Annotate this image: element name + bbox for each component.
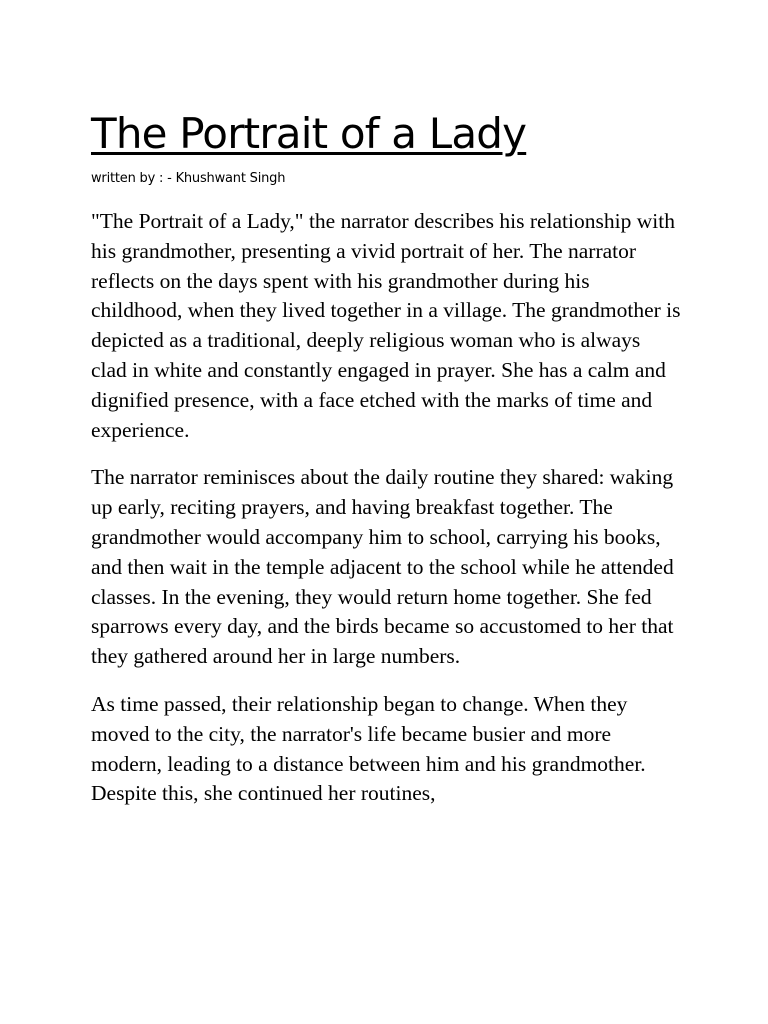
document-title: The Portrait of a Lady: [91, 109, 527, 158]
paragraph-2: The narrator reminisces about the daily routine they shared: waking up early, reciting prayers, and having breakfast together. The grandmother would accompany him to school, carrying his books, and then wait in the temple adjacent to the school while he attended classes. In the evening, they would return home together. She fed sparrows every day, and the birds became so accustomed to her that they gathered around her in large numbers.: [91, 465, 674, 669]
paragraph-3: As time passed, their relationship began to change. When they moved to the city, the narrator's life became busier and more modern, leading to a distance between him and his grandmother. Despite this, she continued her routines,: [91, 691, 646, 806]
author-byline: written by : - Khushwant Singh: [91, 171, 286, 186]
document-body: [91, 104, 681, 809]
paragraph-1: "The Portrait of a Lady," the narrator describes his relationship with his grandmother, presenting a vivid portrait of her. The narrator reflects on the days spent with his grandmother during his childhood, when they lived together in a village. The grandmother is depicted as a traditional, deeply religious woman who is always clad in white and constantly engaged in prayer. She has a calm and dignified presence, with a face etched with the marks of time and experience.: [91, 209, 681, 442]
